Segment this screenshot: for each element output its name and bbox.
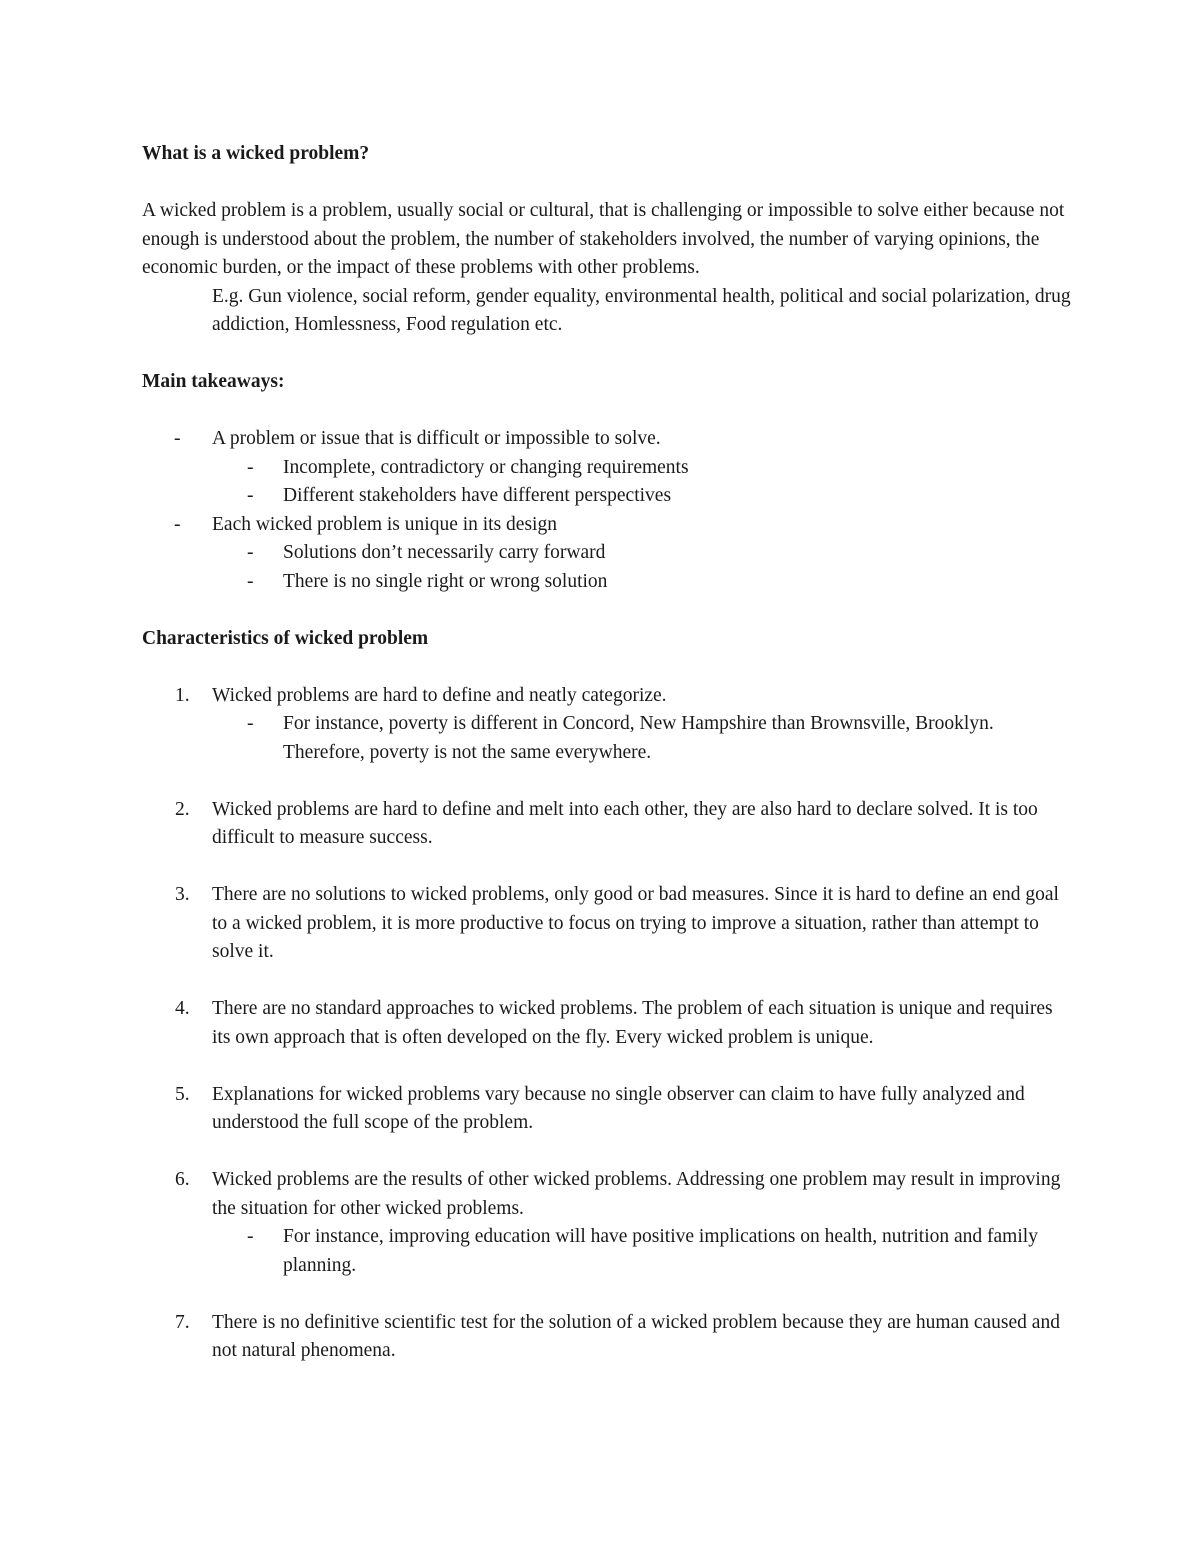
bullet-marker: - <box>247 1226 254 1247</box>
section-heading-what-is: What is a wicked problem? <box>142 143 370 164</box>
item-number: 4. <box>175 998 190 1019</box>
numbered-item <box>142 995 1072 1052</box>
sub-list-item <box>142 454 1072 483</box>
numbered-item <box>142 1166 1072 1223</box>
section-heading-characteristics: Characteristics of wicked problem <box>142 627 429 649</box>
bullet-marker: - <box>247 570 254 592</box>
sub-list-item <box>142 568 1072 597</box>
sub-list-item <box>142 482 1072 511</box>
sub-list-item-text: Different stakeholders have different perspectives <box>283 485 672 506</box>
item-number: 2. <box>175 798 190 820</box>
bullet-marker: - <box>247 456 254 478</box>
numbered-item-text: Wicked problems are the results of other wicked problems. Addressing one problem may result in improving the situation for other wicked problems. <box>212 1169 1061 1219</box>
list-item <box>142 511 1072 540</box>
spacer <box>142 596 1072 625</box>
spacer <box>142 397 1072 426</box>
list-item <box>142 425 1072 454</box>
item-number: 7. <box>175 1311 190 1333</box>
spacer <box>142 653 1072 682</box>
sub-list-item <box>142 710 1072 767</box>
bullet-marker: - <box>174 428 181 449</box>
numbered-item-text: There is no definitive scientific test for the solution of a wicked problem because they are human caused and not natural phenomena. <box>212 1311 1060 1361</box>
list-item-text: A problem or issue that is difficult or impossible to solve. <box>212 428 661 449</box>
list-item-text: Each wicked problem is unique in its design <box>212 513 557 535</box>
spacer <box>142 1138 1072 1167</box>
numbered-item <box>142 881 1072 967</box>
sub-list-item-text: There is no single right or wrong solution <box>283 570 608 592</box>
sub-list-item <box>142 539 1072 568</box>
bullet-marker: - <box>174 513 181 535</box>
spacer <box>142 1280 1072 1309</box>
spacer <box>142 340 1072 369</box>
bullet-marker: - <box>247 485 254 506</box>
spacer <box>142 1052 1072 1081</box>
definition-paragraph: A wicked problem is a problem, usually social or cultural, that is challenging or impossible to solve either because not enough is understood about the problem, the number of stakeholders involved, the number of varying opinions, the economic burden, or the impact of these problems with other problems. <box>142 200 1065 278</box>
examples-paragraph: E.g. Gun violence, social reform, gender equality, environmental health, political and social polarization, drug addiction, Homlessness, Food regulation etc. <box>212 285 1071 335</box>
numbered-item <box>142 796 1072 853</box>
sub-list-item-text: For instance, poverty is different in Concord, New Hampshire than Brownsville, Brooklyn. Therefore, poverty is not the same everywhere. <box>283 713 994 763</box>
numbered-item-text: Explanations for wicked problems vary because no single observer can claim to have fully analyzed and understood the full scope of the problem. <box>212 1083 1025 1133</box>
numbered-item <box>142 1081 1072 1138</box>
item-number: 1. <box>175 684 190 706</box>
bullet-marker: - <box>247 542 254 563</box>
document-page <box>142 140 1072 1366</box>
sub-list-item <box>142 1223 1072 1280</box>
sub-list-item-text: Incomplete, contradictory or changing requirements <box>283 456 689 478</box>
item-number: 5. <box>175 1083 190 1105</box>
spacer <box>142 853 1072 882</box>
item-number: 6. <box>175 1169 190 1190</box>
spacer <box>142 169 1072 198</box>
spacer <box>142 967 1072 996</box>
numbered-item <box>142 682 1072 711</box>
item-number: 3. <box>175 884 190 905</box>
section-heading-takeaways: Main takeaways: <box>142 371 285 392</box>
spacer <box>142 767 1072 796</box>
numbered-item-text: There are no standard approaches to wicked problems. The problem of each situation is unique and requires its own approach that is often developed on the fly. Every wicked problem is unique. <box>212 998 1053 1048</box>
bullet-marker: - <box>247 713 254 734</box>
numbered-item-text: There are no solutions to wicked problems, only good or bad measures. Since it is hard to define an end goal to a wicked problem, it is more productive to focus on trying to improve a situation, rather than attempt to solve it. <box>212 884 1059 962</box>
numbered-item-text: Wicked problems are hard to define and melt into each other, they are also hard to declare solved. It is too difficult to measure success. <box>212 798 1038 848</box>
sub-list-item-text: Solutions don’t necessarily carry forward <box>283 542 606 563</box>
sub-list-item-text: For instance, improving education will have positive implications on health, nutrition and family planning. <box>283 1226 1038 1276</box>
numbered-item <box>142 1309 1072 1366</box>
numbered-item-text: Wicked problems are hard to define and neatly categorize. <box>212 684 667 706</box>
